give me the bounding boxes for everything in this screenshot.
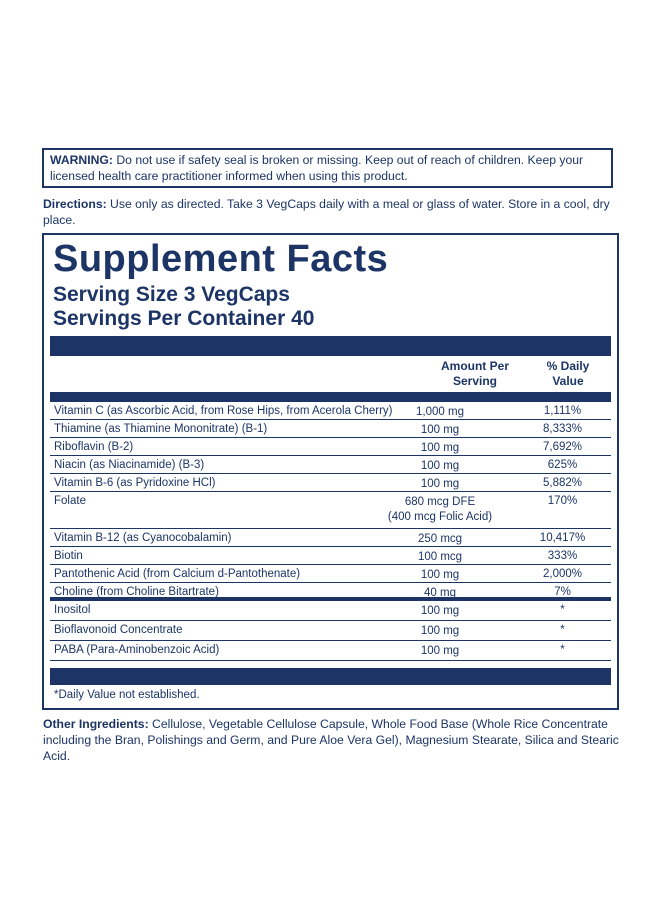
supplement-facts-panel xyxy=(42,233,619,710)
nutrient-daily-value: 7,692% xyxy=(542,441,582,453)
nutrient-amount xyxy=(380,604,500,619)
nutrient-daily-value: * xyxy=(560,604,565,616)
nutrient-amount-value: 100 mcg xyxy=(417,551,463,563)
medium-divider xyxy=(50,392,611,402)
nutrient-name: Pantothenic Acid (from Calcium d-Pantothenate) xyxy=(54,568,301,580)
nutrient-amount xyxy=(380,624,500,639)
warning-label: WARNING: xyxy=(50,153,113,167)
nutrient-daily-value: * xyxy=(560,644,565,656)
col-dv-header: % Daily Value xyxy=(546,359,590,388)
nutrient-amount-value: 100 mg xyxy=(420,460,460,472)
nutrient-amount xyxy=(380,568,500,583)
nutrient-daily-value: 625% xyxy=(547,459,578,471)
nutrient-row xyxy=(50,456,611,474)
nutrient-daily-value: 8,333% xyxy=(542,423,582,435)
nutrient-amount-value: 100 mg xyxy=(420,605,460,617)
nutrient-row xyxy=(50,565,611,583)
nutrient-amount-value: 100 mg xyxy=(420,478,460,490)
nutrient-amount xyxy=(380,405,500,420)
directions-label: Directions: xyxy=(43,197,107,211)
nutrient-name: Biotin xyxy=(54,550,83,562)
nutrient-daily-value: 5,882% xyxy=(542,477,582,489)
nutrient-amount-value: 100 mg xyxy=(420,645,460,657)
nutrient-row xyxy=(50,621,611,641)
nutrient-daily-value: 10,417% xyxy=(539,532,586,544)
nutrient-amount xyxy=(380,477,500,492)
nutrient-amount xyxy=(380,532,500,547)
nutrient-daily-value: 1,111% xyxy=(543,405,582,417)
nutrient-row xyxy=(50,420,611,438)
nutrient-row xyxy=(50,438,611,456)
nutrient-daily-value: 333% xyxy=(547,550,578,562)
nutrient-amount-value: 1,000 mg xyxy=(416,406,464,418)
nutrient-amount xyxy=(380,495,500,525)
nutrient-name: Folate xyxy=(54,495,86,507)
directions-text: Use only as directed. Take 3 VegCaps daily with a meal or glass of water. Store in a cool, dry place. xyxy=(43,197,610,227)
nutrient-name: Vitamin B-6 (as Pyridoxine HCl) xyxy=(54,477,216,489)
nutrient-daily-value: 2,000% xyxy=(542,568,582,580)
nutrient-amount-value: 250 mcg xyxy=(417,533,463,545)
nutrient-amount xyxy=(380,423,500,438)
nutrient-daily-value: * xyxy=(560,624,565,636)
nutrient-amount xyxy=(380,550,500,565)
nutrient-row xyxy=(50,547,611,565)
nutrient-daily-value: 170% xyxy=(547,495,578,507)
nutrient-name: Niacin (as Niacinamide) (B-3) xyxy=(54,459,205,471)
nutrient-amount xyxy=(380,459,500,474)
nutrient-amount xyxy=(380,586,500,601)
warning-text: Do not use if safety seal is broken or missing. Keep out of reach of children. Keep your licensed health care practitioner informed when using this product. xyxy=(50,153,584,183)
nutrient-row xyxy=(50,492,611,529)
servings-per-container: Servings Per Container 40 xyxy=(53,307,315,330)
warning-box xyxy=(42,148,613,188)
nutrient-amount-value: 100 mg xyxy=(420,625,460,637)
nutrient-row xyxy=(50,601,611,621)
thick-divider xyxy=(50,336,611,356)
nutrient-name: Vitamin C (as Ascorbic Acid, from Rose Hips, from Acerola Cherry) xyxy=(54,405,393,417)
bottom-divider xyxy=(50,668,611,685)
daily-value-note: *Daily Value not established. xyxy=(54,689,200,701)
nutrient-amount-value: 100 mg xyxy=(420,569,460,581)
nutrient-amount xyxy=(380,644,500,659)
nutrient-amount xyxy=(380,441,500,456)
nutrient-name: Choline (from Choline Bitartrate) xyxy=(54,586,219,598)
nutrient-row xyxy=(50,583,611,601)
nutrient-daily-value: 7% xyxy=(554,586,571,598)
nutrient-amount-value: 100 mg xyxy=(420,442,460,454)
nutrient-name: Thiamine (as Thiamine Mononitrate) (B-1) xyxy=(54,423,268,435)
nutrient-amount-value: 100 mg xyxy=(420,424,460,436)
directions xyxy=(43,196,618,228)
nutrient-name: Bioflavonoid Concentrate xyxy=(54,624,183,636)
nutrient-row xyxy=(50,641,611,661)
col-amount-header: Amount Per Serving xyxy=(440,359,509,388)
nutrient-amount-value: 40 mg xyxy=(424,587,456,599)
serving-size: Serving Size 3 VegCaps xyxy=(53,283,290,306)
nutrient-name: Riboflavin (B-2) xyxy=(54,441,134,453)
other-ingredients-label: Other Ingredients: xyxy=(43,717,149,731)
facts-title: Supplement Facts xyxy=(53,238,389,280)
nutrient-row xyxy=(50,474,611,492)
nutrient-name: Vitamin B-12 (as Cyanocobalamin) xyxy=(54,532,232,544)
nutrient-row xyxy=(50,529,611,547)
other-ingredients-text: Cellulose, Vegetable Cellulose Capsule, Whole Food Base (Whole Rice Concentrate including the Bran, Polishings and Germ, and Pure Aloe Vera Gel), Magnesium Stearate, Silica and Stearic Acid. xyxy=(43,717,619,763)
nutrient-amount-value: 680 mcg DFE xyxy=(404,496,476,508)
other-ingredients xyxy=(43,716,623,764)
nutrient-name: Inositol xyxy=(54,604,91,616)
nutrient-row xyxy=(50,402,611,420)
nutrient-amount-detail: (400 mcg Folic Acid) xyxy=(387,511,493,523)
nutrient-name: PABA (Para-Aminobenzoic Acid) xyxy=(54,644,220,656)
